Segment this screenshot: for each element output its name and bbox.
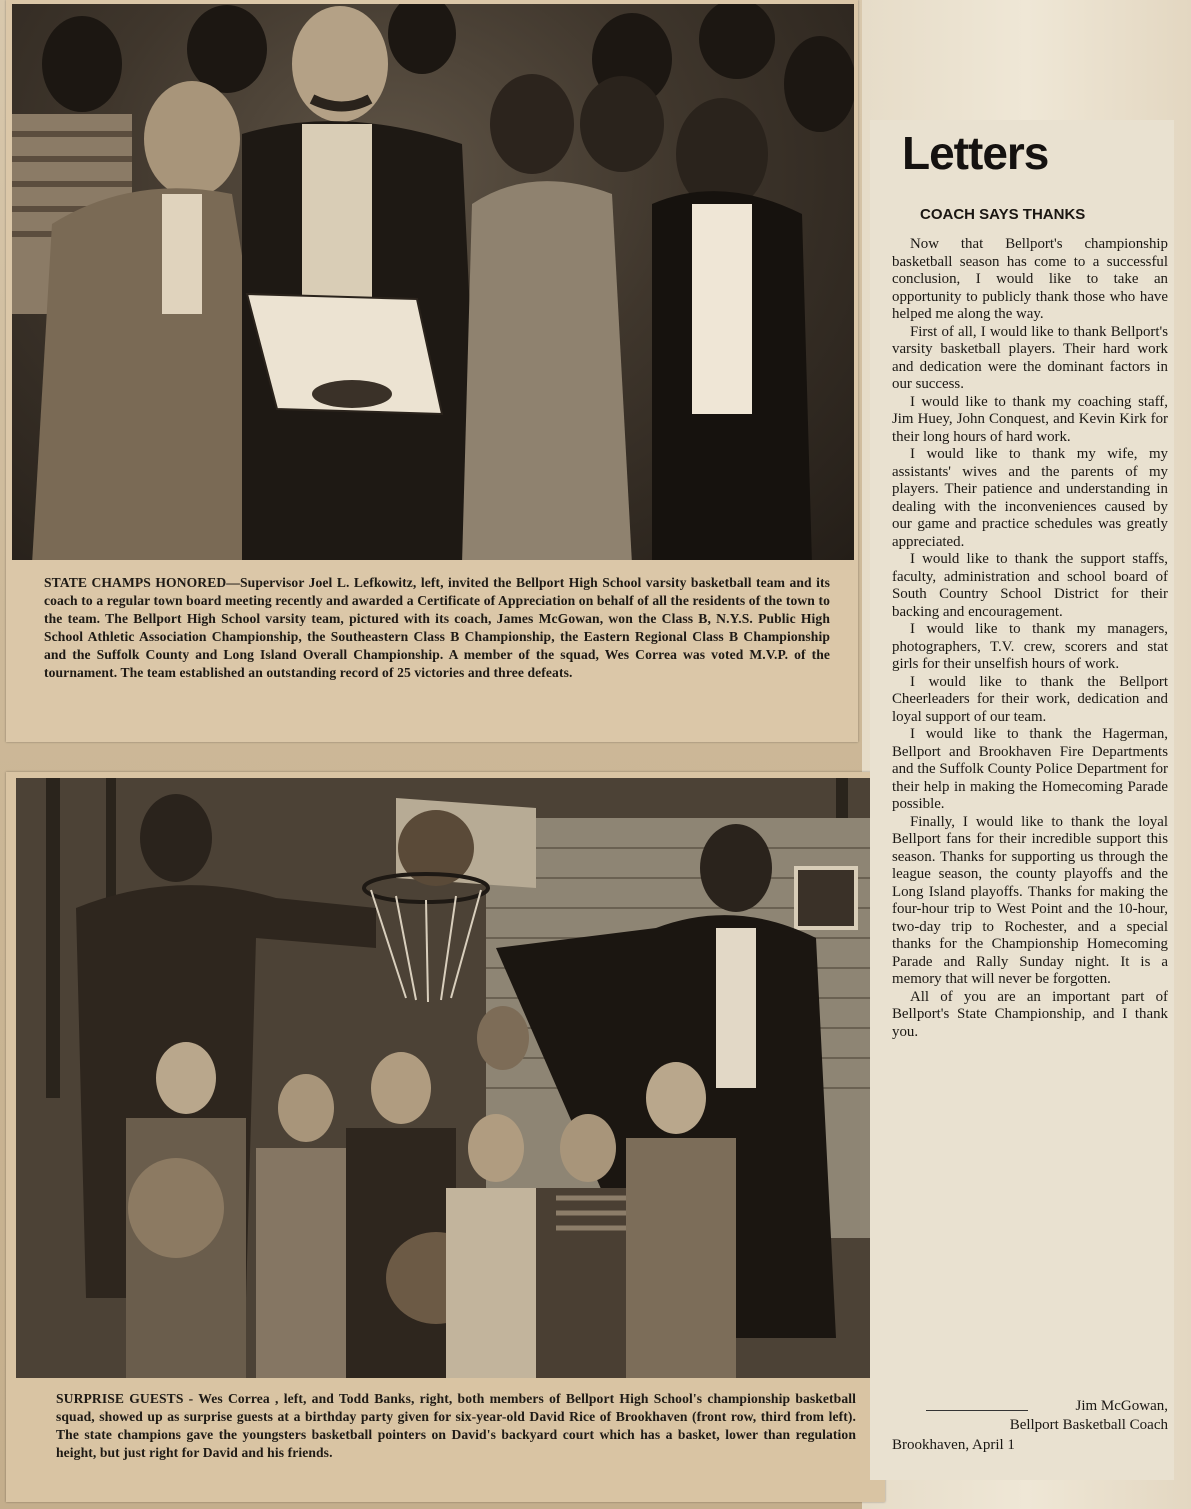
letter-paragraph: I would like to thank the Hagerman, Bellport and Brookhaven Fire Departments and the Suffolk County Police Department for their help in making the Homecoming Parade possible. (892, 726, 1168, 812)
letter-paragraph: I would like to thank my wife, my assistants' wives and the parents of my players. Their patience and understanding in dealing with the inconveniences caused by our game and practice schedules was greatly appreciated. (892, 446, 1168, 550)
dateline: Brookhaven, April 1 (892, 1437, 1015, 1453)
letter-paragraph: Finally, I would like to thank the loyal Bellport fans for their incredible support this season. Thanks for supporting us through the league season, the county playoffs and the Long Island playoffs. Thanks for making the four-hour trip to West Point and the 10-hour, two-day trip to Rochester, and a special thanks for the Championship Homecoming Parade and Rally Sunday night. It is a memory that will never be forgotten. (892, 813, 1168, 987)
caption-state-champs: STATE CHAMPS HONORED—Supervisor Joel L. Lefkowitz, left, invited the Bellport High School varsity basketball team and its coach to a regular town board meeting recently and awarded a Certificate of Appreciation on behalf of all the residents of the town to the team. The Bellport High School varsity team, pictured with its coach, James McGowan, won the Class B, N.Y.S. Public High School Athletic Association Championship, the Southeastern Class B Championship, the Eastern Regional Class B Championship and the Suffolk County and Long Island Overall Championship. A member of the squad, Wes Correa was voted M.V.P. of the tournament. The team established an outstanding record of 25 victories and three defeats. (44, 575, 830, 680)
letter-paragraph: Now that Bellport's championship basketball season has come to a successful conclusion, I would like to take an opportunity to publicly thank those who have helped me along the way. (892, 236, 1168, 322)
photo-certificate-presentation (12, 4, 854, 560)
letter-paragraph: I would like to thank my managers, photographers, T.V. crew, scorers and stat girls for their unselfish hours of work. (892, 621, 1168, 672)
letters-column (870, 120, 1174, 1480)
photo-illustration (16, 778, 878, 1378)
clipping-state-champs (6, 0, 858, 742)
letter-paragraph: All of you are an important part of Bellport's State Championship, and I thank you. (892, 988, 1168, 1040)
letter-body (892, 236, 1168, 1041)
signature-title: Bellport Basketball Coach (1009, 1417, 1168, 1433)
clipping-surprise-guests (6, 772, 885, 1502)
letter-headline: COACH SAYS THANKS (920, 206, 1086, 223)
letter-paragraph: I would like to thank the support staffs, faculty, administration and school board of South Country School District for their backing and encouragement. (892, 551, 1168, 620)
letter-paragraph: First of all, I would like to thank Bellport's varsity basketball players. Their hard work and dedication were the dominant factors in our success. (892, 323, 1168, 392)
photo-backyard-court (16, 778, 878, 1378)
letter-paragraph: I would like to thank my coaching staff, Jim Huey, John Conquest, and Kevin Kirk for their long hours of hard work. (892, 393, 1168, 445)
letter-paragraph: I would like to thank the Bellport Cheerleaders for their work, dedication and loyal support of our team. (892, 673, 1168, 725)
signature-name: Jim McGowan, (1075, 1398, 1168, 1414)
letters-heading: Letters (902, 127, 1049, 179)
photo-illustration (12, 4, 854, 560)
caption-surprise-guests: SURPRISE GUESTS - Wes Correa , left, and Todd Banks, right, both members of Bellport High School's championship basketball squad, showed up as surprise guests at a birthday party given for six-year-old David Rice of Brookhaven (front row, third from left). The state champions gave the youngsters basketball pointers on David's backyard court which has a basket, lower than regulation height, but just right for David and his friends. (56, 1391, 856, 1460)
